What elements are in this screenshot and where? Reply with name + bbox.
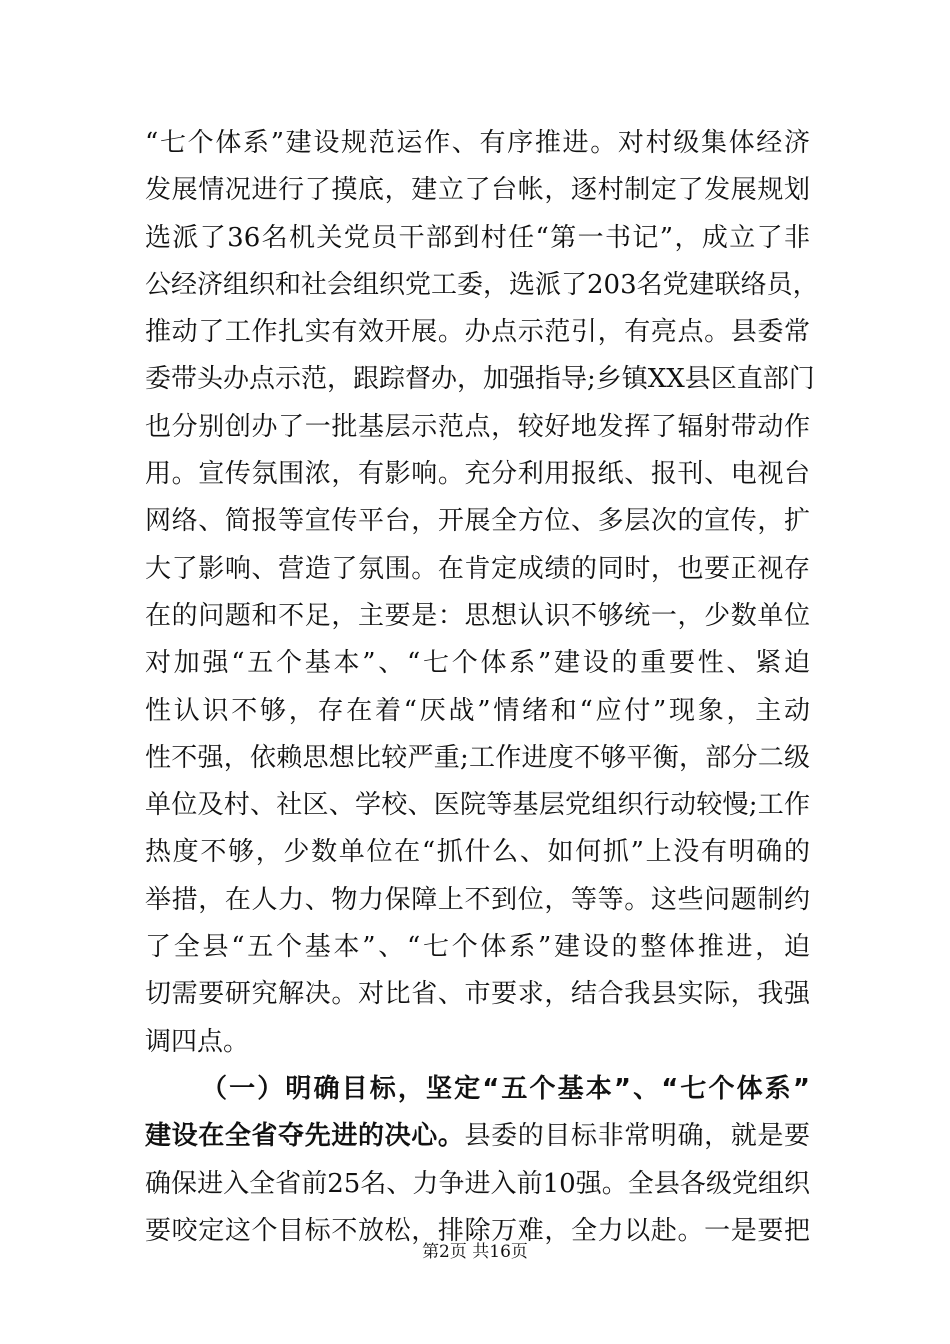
text-line: 了全县“五个基本”、“七个体系”建设的整体推进，迫 — [145, 932, 810, 963]
text-line: 委带头办点示范，跟踪督办，加强指导;乡镇XX县区直部门 — [145, 364, 815, 395]
text-line: 用。宣传氛围浓，有影响。充分利用报纸、报刊、电视台 — [145, 459, 810, 490]
text-line: 公经济组织和社会组织党工委，选派了203名党建联络员， — [145, 269, 819, 300]
text-line: 对加强“五个基本”、“七个体系”建设的重要性、紧迫 — [145, 648, 810, 679]
text-line: 也分别创办了一批基层示范点，较好地发挥了辐射带动作 — [145, 411, 810, 442]
text-line: 性认识不够，存在着“厌战”情绪和“应付”现象，主动 — [145, 695, 810, 726]
text-line: 确保进入全省前25名、力争进入前10强。全县各级党组织 — [145, 1168, 810, 1199]
text-line: 大了影响、营造了氛围。在肯定成绩的同时，也要正视存 — [145, 553, 810, 584]
section-heading-continuation — [145, 1113, 810, 1160]
section-text: 县委的目标非常明确，就是要 — [464, 1121, 810, 1152]
text-line: 调四点。 — [145, 1026, 250, 1057]
text-line: 单位及村、社区、学校、医院等基层党组织行动较慢;工作 — [145, 790, 810, 821]
section-heading-tail: 建设在全省夺先进的决心。 — [145, 1121, 465, 1152]
text-line: 性不强，依赖思想比较严重;工作进度不够平衡，部分二级 — [145, 742, 810, 773]
text-line: “七个体系”建设规范运作、有序推进。对村级集体经济 — [145, 128, 810, 158]
text-line: 推动了工作扎实有效开展。办点示范引，有亮点。县委常 — [145, 317, 810, 348]
text-line: 选派了36名机关党员干部到村任“第一书记”，成立了非 — [145, 222, 810, 253]
text-line: 发展情况进行了摸底，建立了台帐，逐村制定了发展规划 — [145, 175, 810, 206]
body-text — [145, 120, 819, 1255]
text-line: 在的问题和不足，主要是：思想认识不够统一，少数单位 — [145, 600, 810, 631]
section-heading: （一）明确目标，坚定“五个基本”、“七个体系” — [201, 1073, 810, 1104]
text-line: 网络、简报等宣传平台，开展全方位、多层次的宣传，扩 — [145, 506, 810, 537]
page-footer: 第2页 共16页 — [422, 1242, 528, 1262]
text-line: 切需要研究解决。对比省、市要求，结合我县实际，我强 — [145, 979, 810, 1010]
text-line: 要咬定这个目标不放松，排除万难，全力以赴。一是要把 — [145, 1215, 810, 1246]
text-line: 举措，在人力、物力保障上不到位，等等。这些问题制约 — [145, 884, 810, 915]
text-line: 热度不够，少数单位在“抓什么、如何抓”上没有明确的 — [145, 837, 810, 868]
